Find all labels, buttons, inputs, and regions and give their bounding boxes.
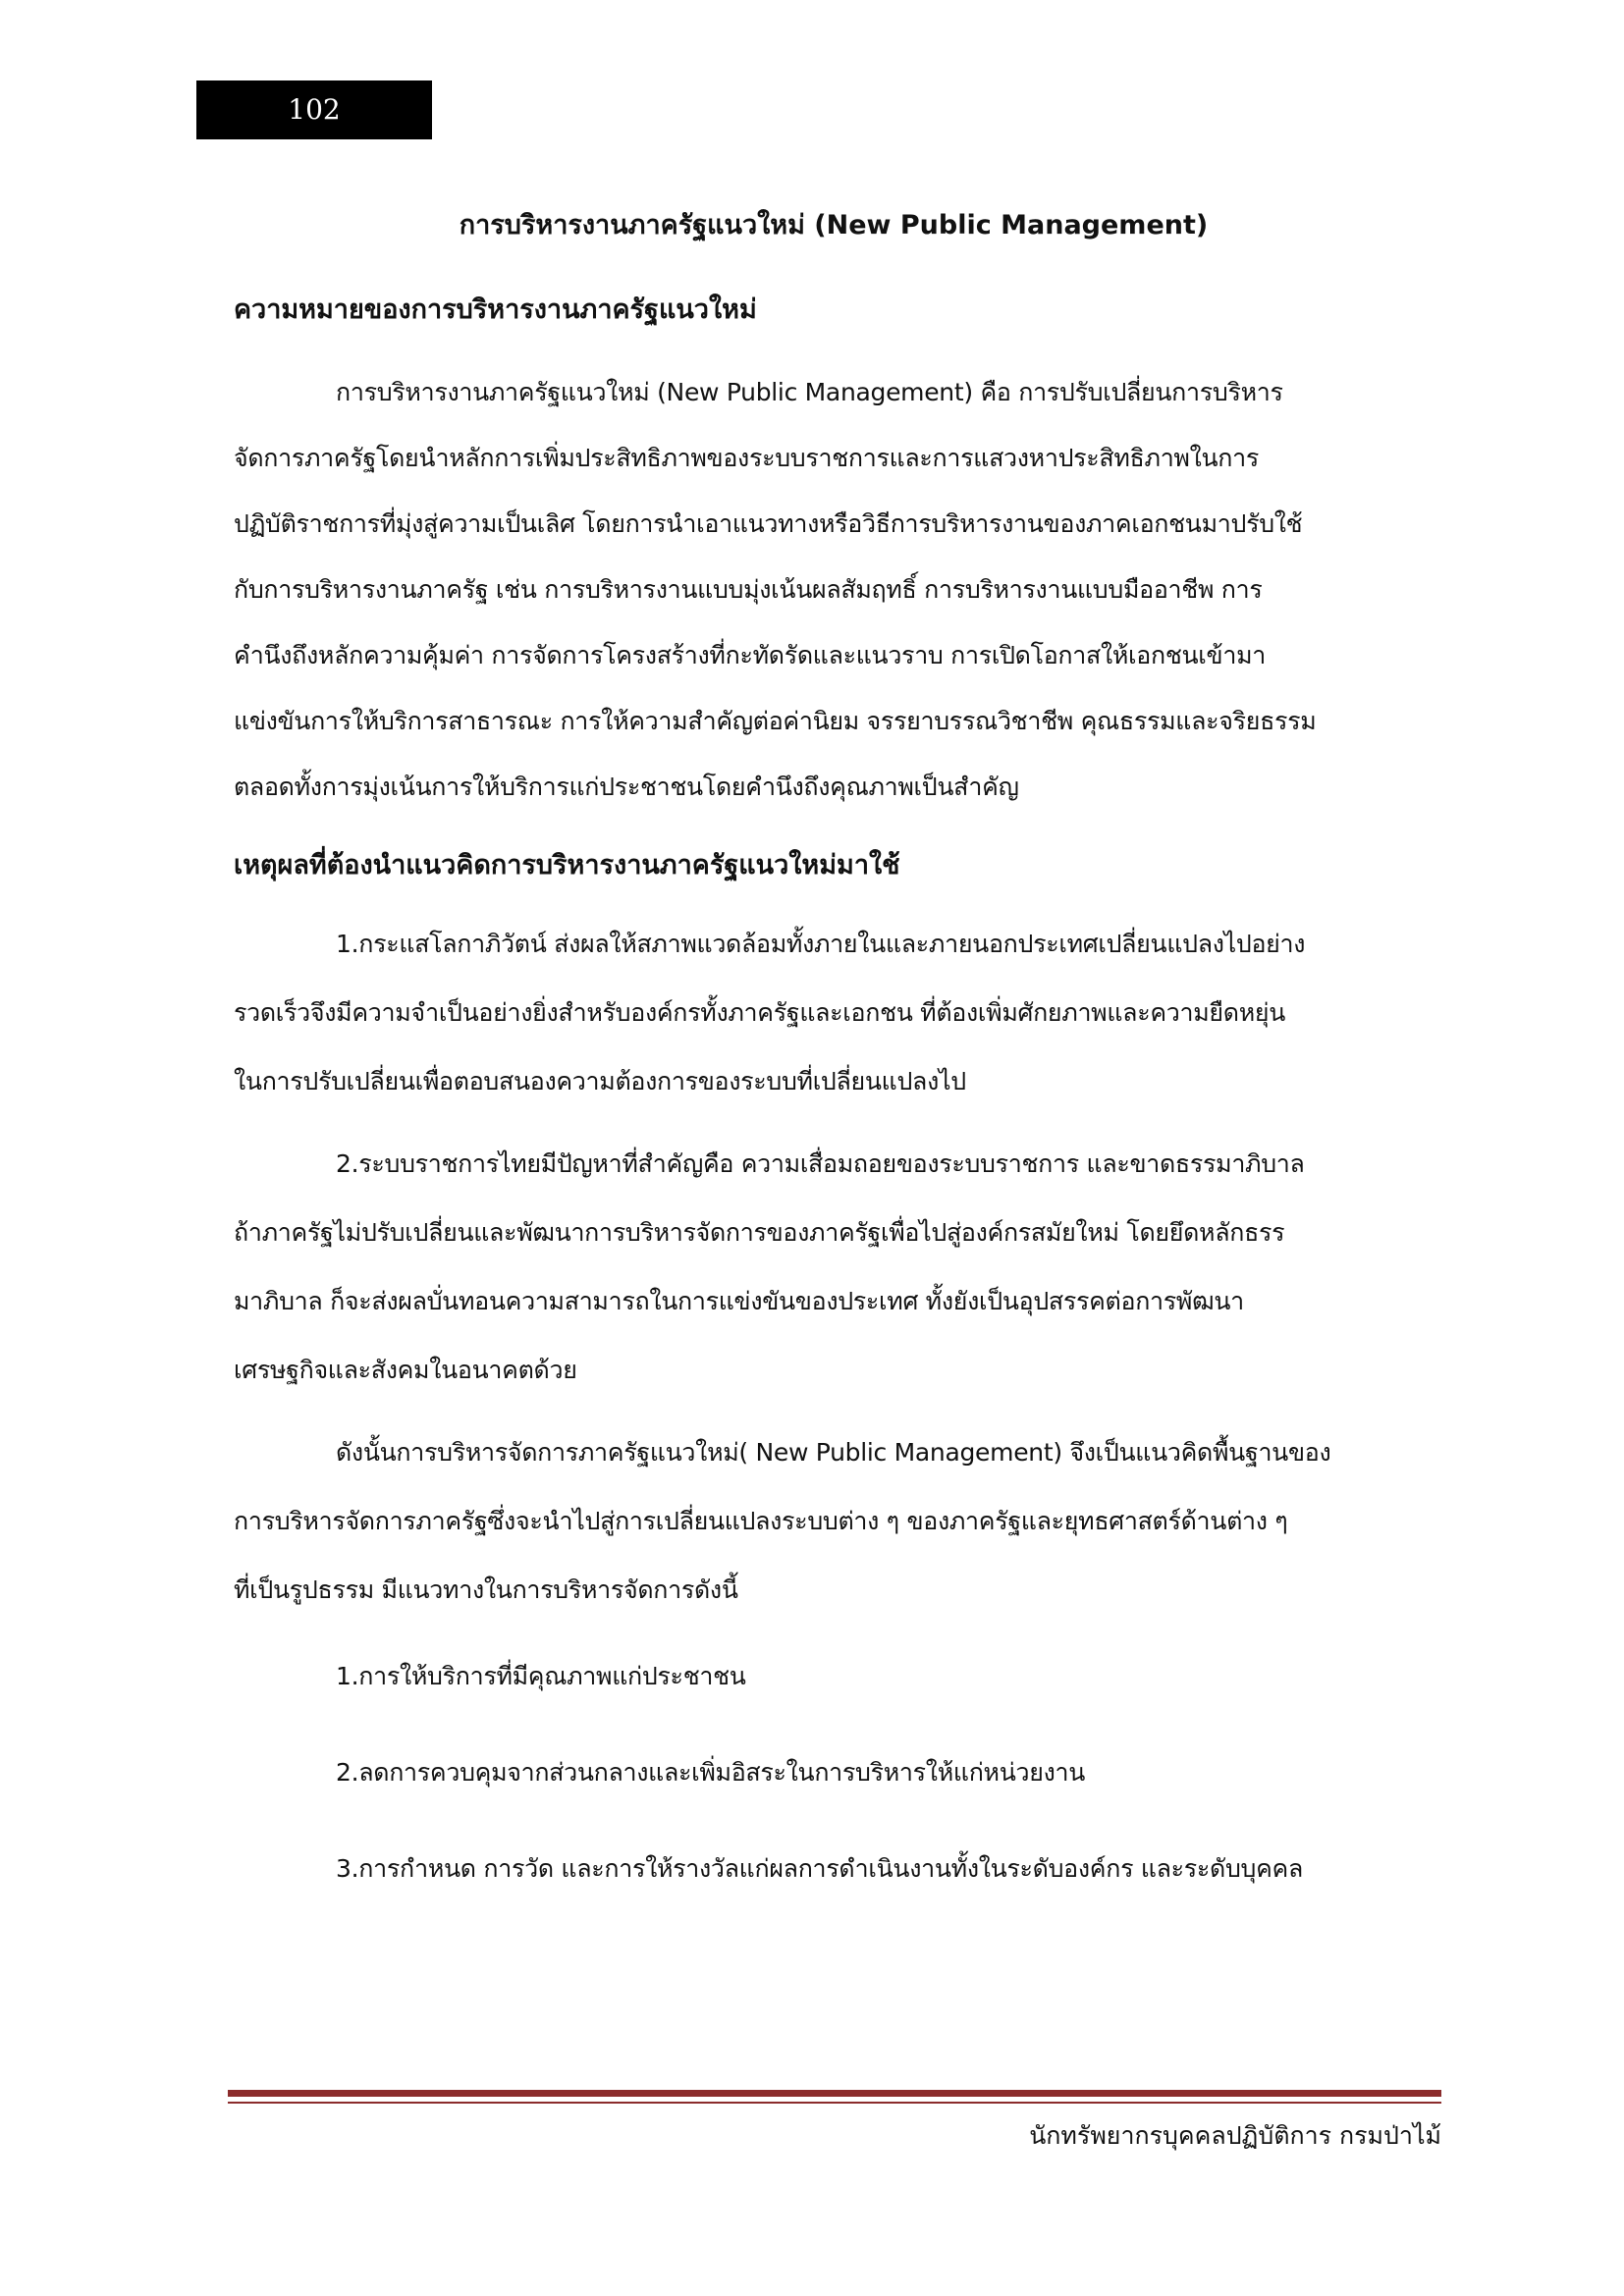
page-number: 102 <box>196 80 432 139</box>
section-heading-meaning: ความหมายของการบริหารงานภาครัฐแนวใหม่ <box>234 294 757 325</box>
paragraph-line: 1.กระแสโลกาภิวัตน์ ส่งผลให้สภาพแวดล้อมทั้งภายในและภายนอกประเทศเปลี่ยนแปลงไปอย่าง <box>336 930 1306 958</box>
paragraph-line: แข่งขันการให้บริการสาธารณะ การให้ความสำคัญต่อค่านิยม จรรยาบรรณวิชาชีพ คุณธรรมและจริยธรรม <box>234 707 1317 735</box>
paragraph-line: การบริหารงานภาครัฐแนวใหม่ (New Public Management) คือ การปรับเปลี่ยนการบริหาร <box>336 378 1283 406</box>
paragraph-line: รวดเร็วจึงมีความจำเป็นอย่างยิ่งสำหรับองค์กรทั้งภาครัฐและเอกชน ที่ต้องเพิ่มศักยภาพและความยืดหยุ่น <box>234 998 1286 1027</box>
paragraph-line: 2.ระบบราชการไทยมีปัญหาที่สำคัญคือ ความเสื่อมถอยของระบบราชการ และขาดธรรมาภิบาล <box>336 1149 1305 1178</box>
reason-paragraph-1 <box>234 925 1434 1101</box>
paragraph-line: คำนึงถึงหลักความคุ้มค่า การจัดการโครงสร้างที่กะทัดรัดและแนวราบ การเปิดโอกาสให้เอกชนเข้ามา <box>234 641 1267 669</box>
list-item: 1.การให้บริการที่มีคุณภาพแก่ประชาชน <box>336 1662 746 1690</box>
document-title: การบริหารงานภาครัฐแนวใหม่ (New Public Management) <box>459 210 1209 240</box>
paragraph-line: มาภิบาล ก็จะส่งผลบั่นทอนความสามารถในการแข่งขันของประเทศ ทั้งยังเป็นอุปสรรคต่อการพัฒนา <box>234 1287 1244 1315</box>
paragraph-line: ถ้าภาครัฐไม่ปรับเปลี่ยนและพัฒนาการบริหารจัดการของภาครัฐเพื่อไปสู่องค์กรสมัยใหม่ โดยยึดหลักธรร <box>234 1218 1285 1247</box>
reason-paragraph-2 <box>234 1145 1434 1390</box>
paragraph-line: ดังนั้นการบริหารจัดการภาครัฐแนวใหม่( New Public Management) จึงเป็นแนวคิดพื้นฐานของ <box>336 1438 1331 1467</box>
footer-text: นักทรัพยากรบุคคลปฏิบัติการ กรมป่าไม้ <box>1029 2121 1441 2150</box>
paragraph-line: เศรษฐกิจและสังคมในอนาคตด้วย <box>234 1356 577 1384</box>
section-heading-reasons: เหตุผลที่ต้องนำแนวคิดการบริหารงานภาครัฐแนวใหม่มาใช้ <box>234 850 900 881</box>
conclusion-paragraph <box>234 1433 1434 1610</box>
paragraph-line: ในการปรับเปลี่ยนเพื่อตอบสนองความต้องการของระบบที่เปลี่ยนแปลงไป <box>234 1067 966 1095</box>
paragraph-line: ตลอดทั้งการมุ่งเน้นการให้บริการแก่ประชาชนโดยคำนึงถึงคุณภาพเป็นสำคัญ <box>234 773 1019 801</box>
paragraph-line: ปฏิบัติราชการที่มุ่งสู่ความเป็นเลิศ โดยการนำเอาแนวทางหรือวิธีการบริหารงานของภาคเอกชนมาปรับใช้ <box>234 509 1303 538</box>
list-item: 3.การกำหนด การวัด และการให้รางวัลแก่ผลการดำเนินงานทั้งในระดับองค์กร และระดับบุคคล <box>336 1854 1303 1883</box>
document-body <box>234 206 1434 1889</box>
list-item: 2.ลดการควบคุมจากส่วนกลางและเพิ่มอิสระในการบริหารให้แก่หน่วยงาน <box>336 1758 1086 1787</box>
footer-rule <box>228 2090 1441 2097</box>
approach-list <box>234 1657 1434 1889</box>
footer-rule-thin <box>228 2102 1441 2104</box>
paragraph-line: จัดการภาครัฐโดยนำหลักการเพิ่มประสิทธิภาพของระบบราชการและการแสวงหาประสิทธิภาพในการ <box>234 444 1260 472</box>
meaning-paragraph <box>234 373 1434 807</box>
paragraph-line: การบริหารจัดการภาครัฐซึ่งจะนำไปสู่การเปลี่ยนแปลงระบบต่าง ๆ ของภาครัฐและยุทธศาสตร์ด้านต่าง ๆ <box>234 1507 1288 1535</box>
paragraph-line: ที่เป็นรูปธรรม มีแนวทางในการบริหารจัดการดังนี้ <box>234 1575 738 1604</box>
paragraph-line: กับการบริหารงานภาครัฐ เช่น การบริหารงานแบบมุ่งเน้นผลสัมฤทธิ์ การบริหารงานแบบมืออาชีพ การ <box>234 575 1263 604</box>
